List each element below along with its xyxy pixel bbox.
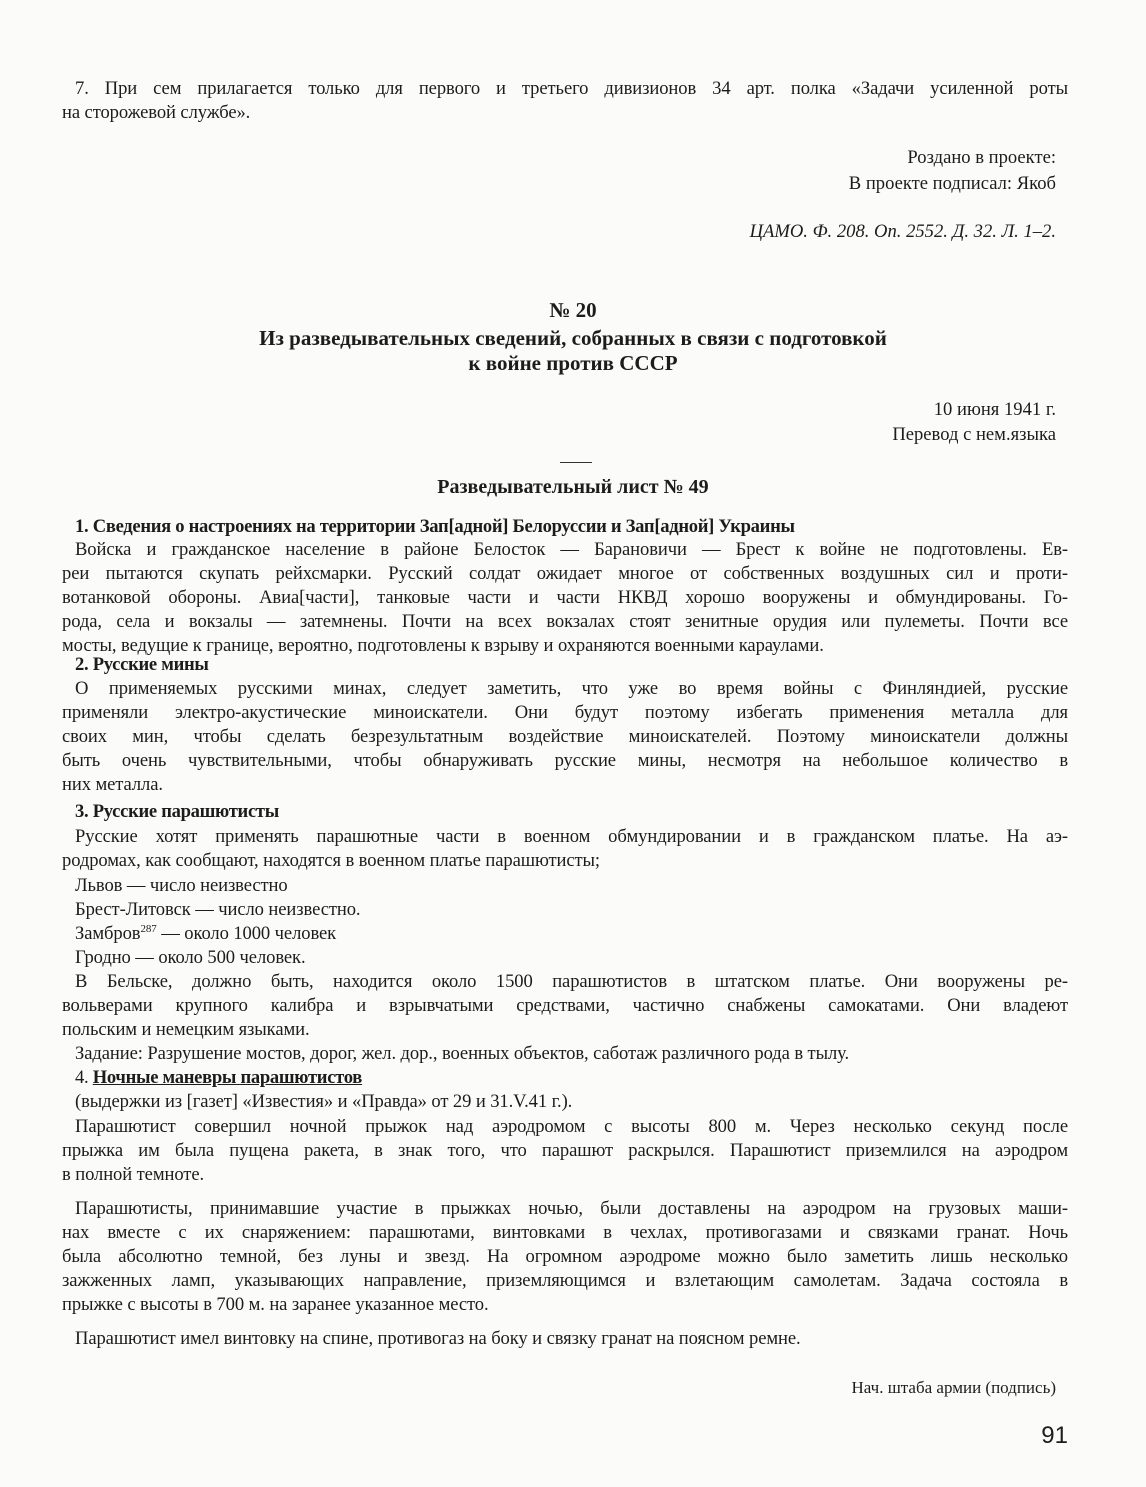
section-4-line: нах вместе с их снаряжением: парашютами, винтовками в чехлах, противогазами и связками гранат. Ночь <box>62 1222 1068 1243</box>
item-7-line: на сторожевой службе». <box>62 102 251 123</box>
sheet-title: Разведывательный лист № 49 <box>437 476 709 498</box>
section-3-line: польским и немецким языками. <box>62 1019 310 1040</box>
section-4-line: Парашютист совершил ночной прыжок над аэродромом с высоты 800 м. Через несколько секунд после <box>75 1116 1068 1137</box>
place-count: — около 1000 человек <box>156 923 337 944</box>
section-1-line: Войска и гражданское население в районе Белосток — Барановичи — Брест к войне не подготовлены. Ев- <box>75 539 1068 560</box>
section-4-line: зажженных ламп, указывающих направление, приземляющимся и взлетающим самолетам. Задача состояла в <box>62 1270 1068 1291</box>
section-2-line: своих мин, чтобы сделать безрезультатным воздействие миноискателей. Поэтому миноискатели должны <box>62 726 1068 747</box>
section-2-line: применяли электро-акустические миноискатели. Они будут поэтому избегать применения металла для <box>62 702 1068 723</box>
footnote-ref[interactable]: 287 <box>140 922 157 935</box>
list-item: Гродно — около 500 человек. <box>75 947 306 968</box>
section-4-line: Парашютист имел винтовку на спине, противогаз на боку и связку гранат на поясном ремне. <box>75 1328 801 1349</box>
section-3-line: В Бельске, должно быть, находится около 1500 парашютистов в штатском платье. Они вооружены ре- <box>75 971 1068 992</box>
signature: Нач. штаба армии (подпись) <box>851 1378 1056 1397</box>
section-1-line: рода, села и вокзалы — затемнены. Почти на всех вокзалах стоят зенитные орудия или пулеметы. Почти все <box>62 611 1068 632</box>
document-title-line: к войне против СССР <box>468 351 678 375</box>
section-3-task: Задание: Разрушение мостов, дорог, жел. дор., военных объектов, саботаж различного рода в тылу. <box>75 1043 850 1064</box>
list-item <box>75 922 1068 946</box>
list-item: Брест-Литовск — число неизвестно. <box>75 899 361 920</box>
list-item: Львов — число неизвестно <box>75 875 288 896</box>
section-3-line: Русские хотят применять парашютные части в военном обмундировании и в гражданском платье. На аэ- <box>75 826 1068 847</box>
page-number: 91 <box>1041 1422 1068 1449</box>
section-1-line: реи пытаются скупать рейхсмарки. Русский солдат ожидает многое от собственных воздушных сил и проти- <box>62 563 1068 584</box>
section-3-heading: 3. Русские парашютисты <box>75 801 279 822</box>
document-title-line: Из разведывательных сведений, собранных в связи с подготовкой <box>259 326 887 350</box>
section-4-heading <box>75 1066 362 1090</box>
section-4-line: в полной темноте. <box>62 1164 205 1185</box>
item-7-line: 7. При сем прилагается только для первого и третьего дивизионов 34 арт. полка «Задачи усиленной роты <box>75 78 1068 99</box>
section-4-title: Ночные маневры парашютистов <box>92 1067 363 1088</box>
distributed-note: Роздано в проекте: <box>907 147 1056 168</box>
section-3-line: родромах, как сообщают, находятся в военном платье парашютисты; <box>62 850 601 871</box>
section-4-number: 4. <box>75 1067 89 1088</box>
section-4-line: прыжке с высоты в 700 м. на заранее указанное место. <box>62 1294 489 1315</box>
section-2-line: них металла. <box>62 774 163 795</box>
section-4-source: (выдержки из [газет] «Известия» и «Правда» от 29 и 31.V.41 г.). <box>75 1091 573 1112</box>
document-date: 10 июня 1941 г. <box>933 399 1056 420</box>
document-number: № 20 <box>549 298 597 322</box>
place-name: Замбров <box>75 923 141 944</box>
section-2-line: быть очень чувствительными, чтобы обнаруживать русские мины, несмотря на небольшое количество в <box>62 750 1068 771</box>
section-1-heading: 1. Сведения о настроениях на территории Зап[адной] Белоруссии и Зап[адной] Украины <box>75 516 795 537</box>
section-1-line: мосты, ведущие к границе, вероятно, подготовлены к взрыву и охраняются военными караулами. <box>62 635 824 656</box>
archive-citation: ЦАМО. Ф. 208. Оп. 2552. Д. 32. Л. 1–2. <box>749 221 1056 242</box>
translation-note: Перевод с нем.языка <box>892 424 1056 445</box>
section-2-heading: 2. Русские мины <box>75 654 209 675</box>
divider-rule <box>560 462 592 463</box>
section-1-line: вотанковой обороны. Авиа[части], танковые части и части НКВД хорошо вооружены и обмундированы. Го- <box>62 587 1068 608</box>
section-3-line: вольверами крупного калибра и взрывчатыми средствами, частично снабжены самокатами. Они владеют <box>62 995 1068 1016</box>
section-2-line: О применяемых русскими минах, следует заметить, что уже во время войны с Финляндией, русские <box>75 678 1068 699</box>
section-4-line: прыжка им была пущена ракета, в знак того, что парашют раскрылся. Парашютист приземлился на аэродром <box>62 1140 1068 1161</box>
section-4-line: была абсолютно темной, без луны и звезд. На огромном аэродроме можно было заметить лишь несколько <box>62 1246 1068 1267</box>
signed-note: В проекте подписал: Якоб <box>848 173 1056 194</box>
section-4-line: Парашютисты, принимавшие участие в прыжках ночью, были доставлены на аэродром на грузовых маши- <box>75 1198 1068 1219</box>
